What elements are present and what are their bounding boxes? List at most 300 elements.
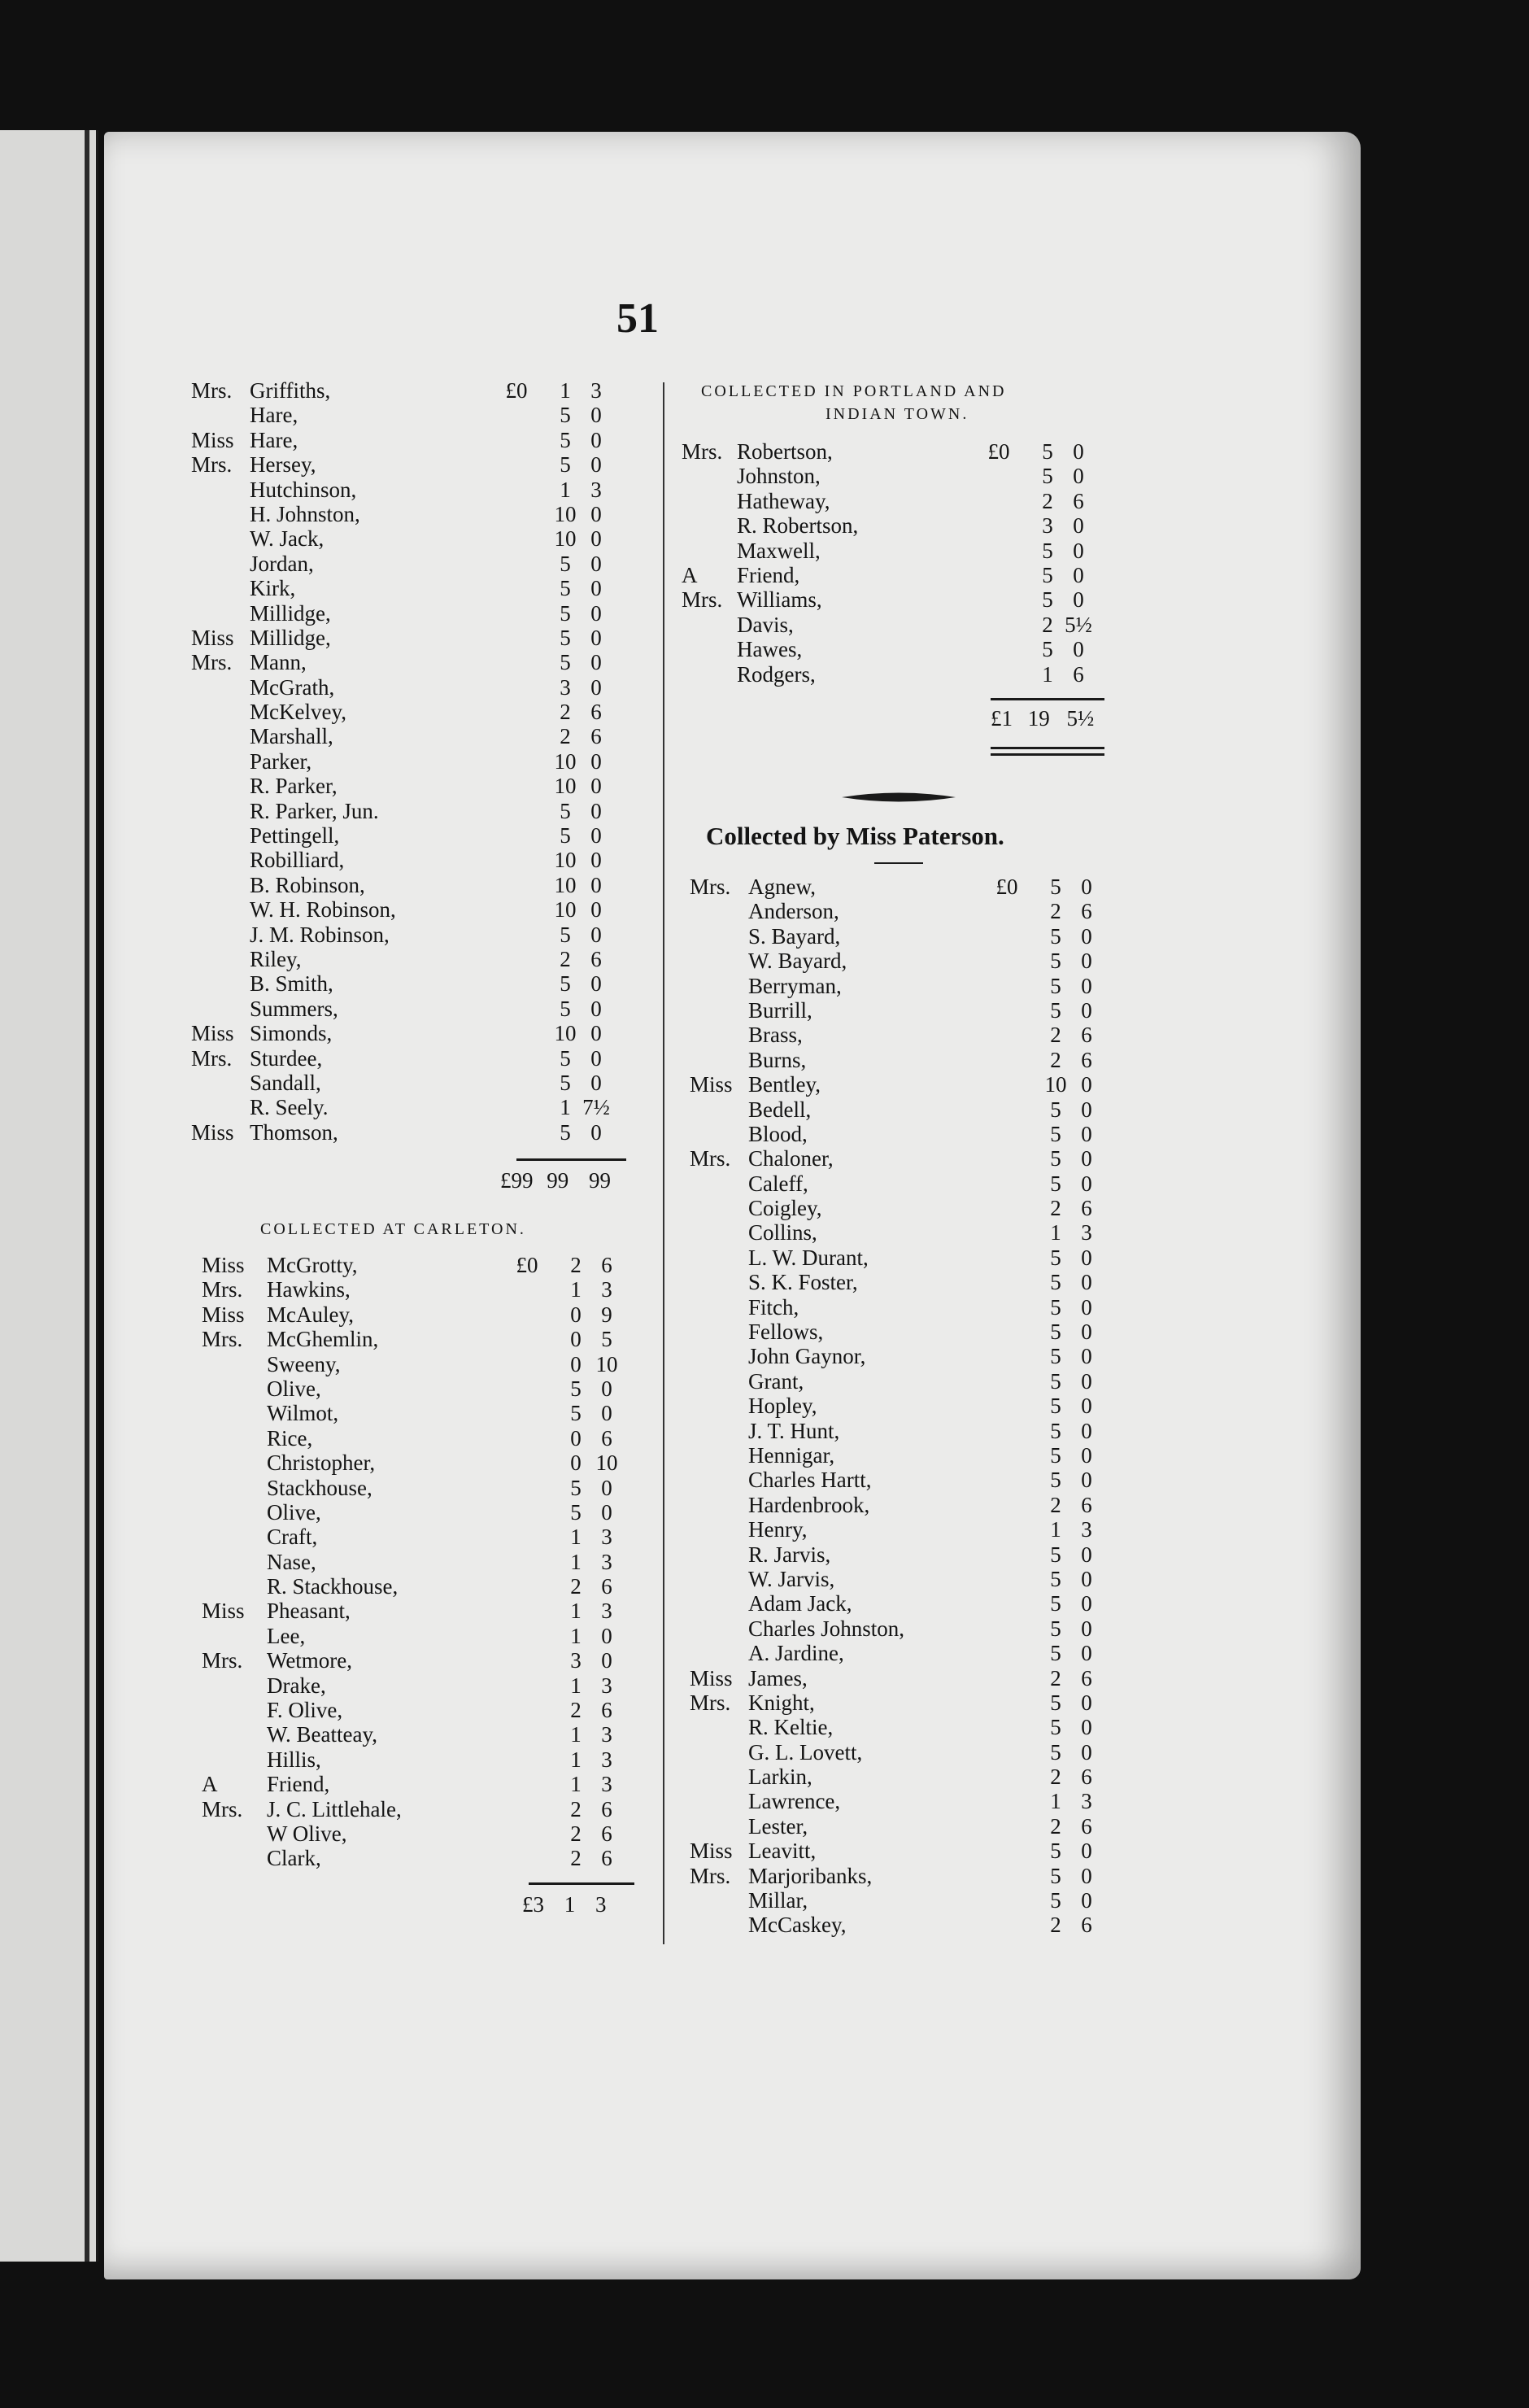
amount-shillings: 2: [1042, 488, 1053, 513]
subscriber-name: Charles Hartt,: [748, 1468, 872, 1493]
amount-shillings: 5: [1042, 439, 1053, 464]
list-item: [191, 848, 630, 872]
amount-pence: 6: [601, 1253, 612, 1277]
page-number: 51: [616, 295, 659, 342]
amount-pence: 6: [1081, 1023, 1092, 1048]
paterson-list: [690, 875, 1145, 1938]
amount-shillings: 5: [560, 823, 571, 848]
list-item: [690, 1641, 1145, 1665]
subscriber-name: Marshall,: [250, 724, 333, 749]
amount-pence: 0: [1081, 1566, 1092, 1591]
subscriber-name: J. M. Robinson,: [250, 922, 390, 947]
list-item: [690, 1690, 1145, 1715]
amount-shillings: 5: [1050, 1641, 1061, 1666]
amount-pence: 6: [590, 724, 602, 749]
list-item: [690, 1023, 1145, 1047]
subscriber-name: L. W. Durant,: [748, 1245, 869, 1270]
list-item: [690, 998, 1145, 1023]
subscriber-name: Mann,: [250, 650, 307, 675]
subscriber-name: Millidge,: [250, 625, 331, 650]
subscriber-name: Robilliard,: [250, 848, 345, 873]
amount-shillings: 5: [560, 1119, 571, 1145]
list-item: [690, 1171, 1145, 1196]
subscriber-name: Christopher,: [267, 1450, 376, 1476]
amount-pence: 0: [601, 1623, 612, 1648]
list-item: [690, 1715, 1145, 1739]
subscriber-name: Hawes,: [737, 637, 803, 662]
list-item: [690, 1443, 1145, 1468]
list-item: [690, 899, 1145, 923]
amount-pence: 0: [590, 526, 602, 552]
subscriber-name: Millar,: [748, 1888, 808, 1913]
subscriber-name: B. Smith,: [250, 971, 333, 997]
subscriber-name: Knight,: [748, 1690, 815, 1715]
portland-total-rule-bottom2: [991, 753, 1104, 756]
list-item: [682, 662, 1121, 687]
amount-pence: 0: [590, 650, 602, 675]
list-item: [690, 1419, 1145, 1443]
amount-shillings: 5: [1050, 1270, 1061, 1295]
subscriber-name: Clark,: [267, 1846, 321, 1871]
amount-pence: 6: [601, 1698, 612, 1723]
amount-shillings: 5: [560, 996, 571, 1021]
list-item: [202, 1327, 641, 1351]
list-item: [690, 1789, 1145, 1813]
list-item: [690, 1567, 1145, 1591]
amount-shillings: 10: [554, 774, 577, 799]
list-item: [191, 724, 630, 748]
amount-pence: 3: [590, 378, 602, 403]
amount-pence: 0: [1081, 1715, 1092, 1740]
list-item: [202, 1747, 641, 1772]
list-item: [682, 613, 1121, 637]
list-item: [682, 563, 1121, 587]
subscriber-name: Bentley,: [748, 1072, 821, 1097]
list-item: [690, 1097, 1145, 1122]
list-item: [690, 1517, 1145, 1542]
list-item: [690, 1245, 1145, 1270]
amount-shillings: 5: [1050, 1171, 1061, 1196]
subscriber-name: Griffiths,: [250, 378, 331, 403]
list-item: [690, 1196, 1145, 1220]
subscriber-name: Blood,: [748, 1121, 808, 1146]
amount-pence: 0: [590, 748, 602, 774]
subscriber-name: Fellows,: [748, 1320, 824, 1345]
amount-pence: 0: [1081, 1591, 1092, 1616]
list-item: [191, 873, 630, 897]
subscriber-name: Hersey,: [250, 452, 316, 478]
amount-shillings: 5: [560, 427, 571, 452]
list-item: [191, 452, 630, 477]
list-item: [690, 875, 1145, 899]
amount-pence: 0: [590, 774, 602, 799]
list-item: [202, 1253, 641, 1277]
portland-total: [991, 706, 1094, 731]
amount-pence: 0: [1081, 1270, 1092, 1295]
amount-pence: 0: [1073, 513, 1084, 539]
amount-shillings: 0: [570, 1302, 582, 1327]
list-item: [191, 552, 630, 576]
amount-shillings: 5: [1050, 1294, 1061, 1320]
list-item: [682, 464, 1121, 488]
subscriber-name: Millidge,: [250, 600, 331, 626]
subscriber-name: R. Parker, Jun.: [250, 798, 379, 823]
list-item: [690, 1616, 1145, 1641]
amount-shillings: 3: [560, 674, 571, 700]
amount-shillings: 2: [1050, 1665, 1061, 1690]
amount-shillings: 5: [1050, 1616, 1061, 1641]
amount-shillings: 5: [1050, 1566, 1061, 1591]
amount-shillings: 5: [1050, 1344, 1061, 1369]
list-item: [690, 949, 1145, 973]
subscriber-name: R. Robertson,: [737, 513, 859, 539]
subscriber-name: Rice,: [267, 1425, 313, 1450]
amount-pence: 0: [1081, 1121, 1092, 1146]
amount-pence: 0: [1081, 875, 1092, 899]
amount-pence: 3: [601, 1599, 612, 1624]
subscriber-name: R. Seely.: [250, 1095, 329, 1120]
list-item: [690, 1765, 1145, 1789]
subscriber-name: McKelvey,: [250, 700, 346, 725]
amount-pence: 0: [590, 1070, 602, 1095]
amount-pence: 10: [595, 1351, 618, 1376]
subscriber-name: S. K. Foster,: [748, 1270, 858, 1295]
amount-shillings: 5: [1050, 1418, 1061, 1443]
amount-shillings: 5: [570, 1376, 582, 1401]
amount-pence: 0: [1081, 1690, 1092, 1715]
amount-shillings: 5: [1050, 923, 1061, 949]
title-prefix: A: [682, 562, 698, 587]
amount-shillings: 3: [570, 1648, 582, 1673]
amount-shillings: 5: [560, 551, 571, 576]
subscriber-name: W. Beatteay,: [267, 1722, 377, 1747]
title-prefix: Mrs.: [690, 1146, 731, 1171]
list-item: [202, 1352, 641, 1376]
amount-shillings: 5: [1042, 464, 1053, 489]
amount-shillings: 5: [1050, 1888, 1061, 1913]
amount-shillings: 10: [554, 897, 577, 923]
subscriber-name: Wilmot,: [267, 1401, 339, 1426]
amount-shillings: 1: [570, 1525, 582, 1550]
subscriber-name: Olive,: [267, 1499, 321, 1525]
list-item: [690, 1320, 1145, 1344]
left-total: [500, 1168, 611, 1193]
amount-pence: 0: [601, 1376, 612, 1401]
amount-shillings: 5: [1042, 538, 1053, 563]
list-item: [202, 1574, 641, 1599]
subscriber-name: R. Jarvis,: [748, 1542, 831, 1567]
amount-pence: 0: [1081, 1739, 1092, 1765]
list-item: [191, 428, 630, 452]
amount-shillings: 2: [570, 1846, 582, 1871]
subscriber-name: R. Keltie,: [748, 1715, 834, 1740]
list-item: [191, 749, 630, 774]
amount-pence: 0: [1081, 1468, 1092, 1493]
amount-shillings: 5: [1050, 1690, 1061, 1715]
list-item: [191, 576, 630, 600]
list-item: [202, 1401, 641, 1425]
portland-heading-line1: COLLECTED IN PORTLAND AND: [701, 382, 1007, 400]
subscriber-name: Lawrence,: [748, 1789, 841, 1814]
subscriber-name: Berryman,: [748, 973, 842, 998]
subscriber-name: Brass,: [748, 1023, 803, 1048]
subscriber-name: Drake,: [267, 1673, 326, 1698]
title-prefix: Mrs.: [690, 1863, 731, 1888]
list-item: [191, 478, 630, 502]
subscriber-name: McGrotty,: [267, 1253, 358, 1277]
amount-shillings: 5: [1050, 973, 1061, 998]
subscriber-name: Lester,: [748, 1813, 808, 1839]
subscriber-name: Fitch,: [748, 1294, 799, 1320]
amount-shillings: 5: [1050, 1146, 1061, 1171]
list-item: [690, 1542, 1145, 1567]
amount-pence: 3: [601, 1673, 612, 1698]
amount-shillings: 5: [560, 452, 571, 478]
subscriber-name: S. Bayard,: [748, 923, 841, 949]
list-item: [690, 1295, 1145, 1320]
subscriber-name: Parker,: [250, 748, 312, 774]
list-item: [690, 1146, 1145, 1171]
list-item: [202, 1624, 641, 1648]
subscriber-name: Pettingell,: [250, 823, 340, 848]
amount-pence: 6: [1073, 488, 1084, 513]
amount-shillings: 1: [560, 378, 571, 403]
amount-shillings: 2: [570, 1698, 582, 1723]
list-item: [202, 1673, 641, 1698]
amount-pence: 0: [1081, 1146, 1092, 1171]
list-item: [682, 513, 1121, 538]
amount-shillings: 5: [1042, 587, 1053, 613]
subscriber-name: W. Bayard,: [748, 949, 847, 974]
amount-shillings: 1: [1050, 1220, 1061, 1245]
subscriber-name: Davis,: [737, 612, 794, 637]
amount-shillings: 1: [570, 1277, 582, 1302]
amount-shillings: 0: [570, 1450, 582, 1476]
amount-shillings: 5: [1050, 1245, 1061, 1270]
subscriber-name: W. H. Robinson,: [250, 897, 396, 923]
amount-shillings: 10: [554, 748, 577, 774]
amount-shillings: 2: [1050, 899, 1061, 924]
amount-pence: 6: [1081, 1665, 1092, 1690]
title-prefix: Mrs.: [191, 452, 233, 478]
amount-pence: 0: [590, 971, 602, 997]
amount-shillings: 5: [570, 1475, 582, 1500]
amount-pence: 10: [595, 1450, 618, 1476]
list-item: [202, 1599, 641, 1623]
amount-pence: 0: [1081, 949, 1092, 974]
amount-pence: 5: [601, 1327, 612, 1352]
list-item: [191, 378, 630, 403]
amount-pence: 3: [1081, 1789, 1092, 1814]
subscriber-name: Friend,: [267, 1772, 330, 1797]
subscriber-name: Riley,: [250, 946, 302, 971]
subscriber-name: Hutchinson,: [250, 477, 357, 502]
list-item: [191, 526, 630, 551]
amount-shillings: 5: [1042, 562, 1053, 587]
amount-shillings: 5: [1050, 1320, 1061, 1345]
amount-pence: 0: [1081, 1641, 1092, 1666]
paterson-heading: Collected by Miss Paterson.: [706, 822, 1004, 850]
list-item: [202, 1698, 641, 1722]
subscriber-name: Grant,: [748, 1368, 804, 1394]
amount-pence: 9: [601, 1302, 612, 1327]
list-item: [202, 1525, 641, 1549]
subscriber-name: Hare,: [250, 403, 298, 428]
subscriber-name: Hawkins,: [267, 1277, 351, 1302]
amount-pence: 6: [590, 700, 602, 725]
amount-shillings: 5: [1050, 1121, 1061, 1146]
subscriber-name: F. Olive,: [267, 1698, 343, 1723]
list-item: [191, 971, 630, 996]
amount-shillings: 0: [570, 1351, 582, 1376]
amount-pence: 0: [1081, 1368, 1092, 1394]
amount-shillings: 1: [570, 1599, 582, 1624]
title-prefix: Miss: [202, 1302, 245, 1327]
subscriber-name: Olive,: [267, 1376, 321, 1401]
subscriber-name: Nase,: [267, 1549, 316, 1574]
amount-pence: 0: [1081, 1542, 1092, 1567]
list-item: [690, 1270, 1145, 1294]
amount-pence: 6: [1081, 1765, 1092, 1790]
column-divider: [663, 382, 664, 1944]
amount-shillings: 2: [570, 1821, 582, 1846]
list-item: [191, 799, 630, 823]
carleton-list: [202, 1253, 641, 1871]
amount-pence: 0: [1073, 439, 1084, 464]
subscriber-name: Anderson,: [748, 899, 839, 924]
title-prefix: Mrs.: [690, 875, 731, 899]
list-item: [202, 1846, 641, 1870]
amount-shillings: 5: [1050, 1468, 1061, 1493]
amount-pence: 0: [1081, 1072, 1092, 1097]
amount-pence: 0: [590, 551, 602, 576]
amount-pounds: £0: [516, 1253, 538, 1277]
amount-pence: 0: [1081, 1097, 1092, 1122]
amount-pence: 0: [1081, 1394, 1092, 1419]
amount-pence: 0: [1073, 637, 1084, 662]
amount-shillings: 1: [570, 1549, 582, 1574]
amount-pence: 0: [590, 501, 602, 526]
amount-shillings: 2: [1050, 1492, 1061, 1517]
subscriber-name: Jordan,: [250, 551, 314, 576]
list-item: [191, 947, 630, 971]
amount-shillings: 5: [560, 576, 571, 601]
list-item: [202, 1500, 641, 1525]
list-item: [191, 650, 630, 674]
amount-pence: 0: [590, 403, 602, 428]
list-item: [202, 1648, 641, 1673]
subscriber-name: H. Johnston,: [250, 501, 360, 526]
portland-total-rule-top: [991, 698, 1104, 700]
amount-pence: 6: [1081, 899, 1092, 924]
amount-pence: 3: [601, 1277, 612, 1302]
amount-shillings: 5: [560, 650, 571, 675]
list-item: [191, 502, 630, 526]
amount-pence: 5½: [1065, 612, 1092, 637]
amount-pence: 0: [601, 1475, 612, 1500]
title-prefix: Miss: [690, 1072, 733, 1097]
subscriber-name: G. L. Lovett,: [748, 1739, 863, 1765]
list-item: [690, 1468, 1145, 1492]
list-item: [690, 1864, 1145, 1888]
amount-shillings: 2: [1050, 1913, 1061, 1938]
title-prefix: A: [202, 1772, 218, 1797]
list-item: [202, 1302, 641, 1327]
list-item: [191, 923, 630, 947]
subscriber-name: Pheasant,: [267, 1599, 351, 1624]
list-item: [682, 539, 1121, 563]
amount-shillings: 1: [570, 1722, 582, 1747]
amount-pence: 0: [1081, 1616, 1092, 1641]
amount-shillings: 3: [1042, 513, 1053, 539]
amount-pence: 0: [1081, 1888, 1092, 1913]
subscriber-name: McAuley,: [267, 1302, 354, 1327]
subscriber-name: Hennigar,: [748, 1442, 835, 1468]
amount-pence: 3: [601, 1722, 612, 1747]
subscriber-name: Rodgers,: [737, 661, 816, 687]
amount-pence: 0: [590, 823, 602, 848]
amount-pence: 6: [1081, 1492, 1092, 1517]
list-item: [202, 1797, 641, 1821]
left-total-shillings: 99: [547, 1168, 569, 1193]
subscriber-name: Summers,: [250, 996, 338, 1021]
list-item: [690, 924, 1145, 949]
subscriber-name: R. Stackhouse,: [267, 1574, 399, 1599]
amount-shillings: 1: [560, 477, 571, 502]
subscriber-name: Burns,: [748, 1047, 807, 1072]
amount-pence: 0: [590, 798, 602, 823]
amount-pence: 0: [1081, 1344, 1092, 1369]
amount-shillings: 5: [1050, 1442, 1061, 1468]
amount-pence: 0: [590, 1021, 602, 1046]
amount-pence: 6: [1081, 1047, 1092, 1072]
amount-shillings: 1: [570, 1673, 582, 1698]
paterson-heading-rule: [874, 862, 923, 864]
title-prefix: Mrs.: [202, 1277, 243, 1302]
subscriber-name: Agnew,: [748, 875, 816, 899]
amount-shillings: 5: [1050, 1591, 1061, 1616]
subscriber-name: Simonds,: [250, 1021, 333, 1046]
amount-shillings: 5: [1050, 875, 1061, 899]
amount-shillings: 2: [1050, 1023, 1061, 1048]
subscriber-name: Sturdee,: [250, 1045, 323, 1071]
list-item: [202, 1550, 641, 1574]
amount-shillings: 2: [1050, 1047, 1061, 1072]
list-item: [202, 1426, 641, 1450]
list-item: [690, 1888, 1145, 1913]
total-rule: [516, 1158, 626, 1161]
amount-pence: 3: [1081, 1220, 1092, 1245]
subscriber-name: Hatheway,: [737, 488, 830, 513]
list-item: [191, 997, 630, 1021]
subscriber-name: Lee,: [267, 1623, 306, 1648]
amount-pence: 0: [601, 1401, 612, 1426]
title-prefix: Mrs.: [690, 1690, 731, 1715]
subscriber-name: McCaskey,: [748, 1913, 847, 1938]
amount-shillings: 5: [560, 798, 571, 823]
subscriber-name: Adam Jack,: [748, 1591, 852, 1616]
subscriber-name: J. C. Littlehale,: [267, 1796, 402, 1821]
amount-pence: 0: [590, 427, 602, 452]
amount-shillings: 2: [560, 946, 571, 971]
amount-pence: 0: [590, 1045, 602, 1071]
list-item: [202, 1722, 641, 1747]
amount-pence: 0: [1081, 1839, 1092, 1864]
subscriber-name: Collins,: [748, 1220, 817, 1245]
subscriber-name: Hare,: [250, 427, 298, 452]
list-item: [191, 700, 630, 724]
carleton-heading: COLLECTED AT CARLETON.: [260, 1220, 526, 1238]
